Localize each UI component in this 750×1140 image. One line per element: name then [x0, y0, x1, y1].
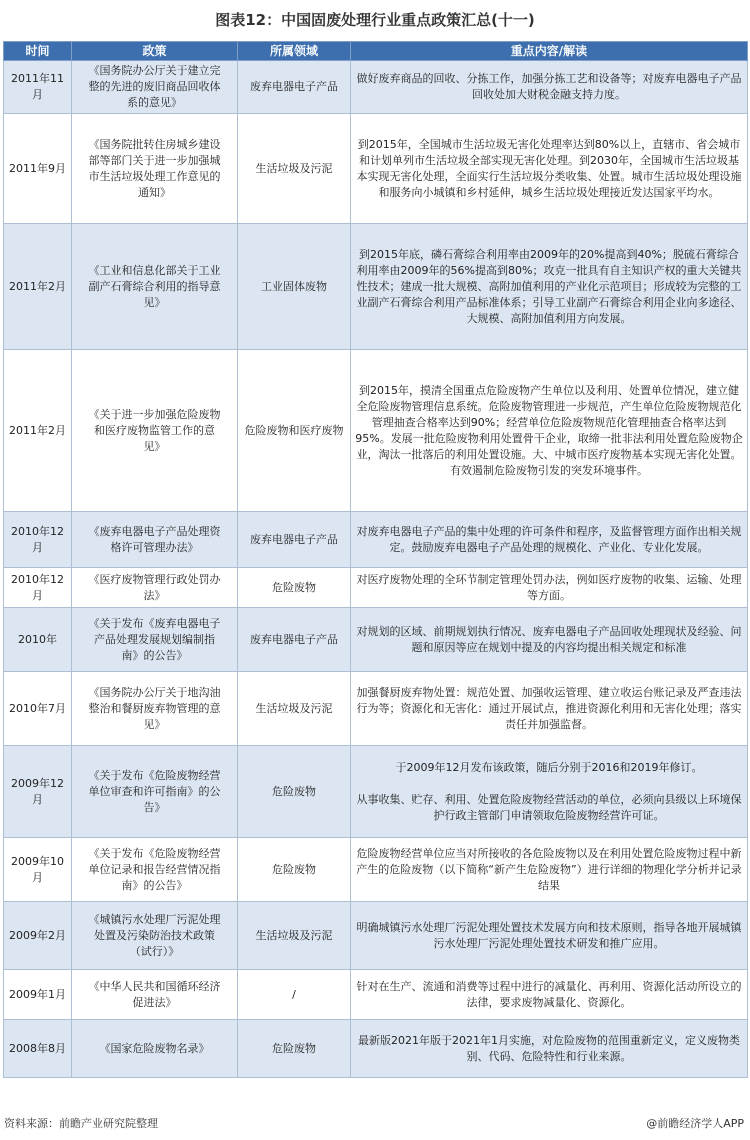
content-paragraph: 最新版2021年版于2021年1月实施，对危险废物的范围重新定义，定义废物类别、代码、危险特性和行业来源。 — [358, 1033, 740, 1063]
content-paragraph: 对规划的区域、前期规划执行情况、废弃电器电子产品回收处理现状及经验、问题和原因等应在规划中提及的内容均提出相关规定和标准 — [356, 624, 742, 654]
cell-time: 2011年2月 — [4, 350, 72, 512]
header-time: 时间 — [4, 42, 72, 61]
cell-content — [351, 1020, 748, 1078]
cell-policy: 《关于进一步加强危险废物和医疗废物监管工作的意见》 — [72, 350, 238, 512]
content-paragraph: 到2015年，摸清全国重点危险废物产生单位以及利用、处置单位情况，建立健全危险废物管理信息系统。危险废物管理进一步规范，产生单位危险废物规范化管理抽查合格率达到90%；经营单位危险废物规范化管理抽查合格率达到95%。发展一批危险废物利用处置骨干企业，取缔一批非法利用处置危险废物企业，淘汰一批落后的利用处置设施。大、中城市医疗废物基本实现无害化处置。有效遏制危险废物引发的突发环境事件。 — [355, 383, 743, 477]
table-row — [4, 61, 748, 114]
cell-content — [351, 114, 748, 224]
table-row — [4, 512, 748, 568]
cell-field: 危险废物 — [238, 746, 351, 838]
content-paragraph: 危险废物经营单位应当对所接收的各危险废物以及在利用处置危险废物过程中新产生的危险废物（以下简称“新产生危险废物”）进行详细的物理化学分析并记录结果 — [356, 846, 742, 892]
cell-time: 2008年8月 — [4, 1020, 72, 1078]
source-note: 资料来源：前瞻产业研究院整理 — [4, 1117, 158, 1130]
table-row — [4, 902, 748, 970]
cell-policy: 《国家危险废物名录》 — [72, 1020, 238, 1078]
cell-content — [351, 61, 748, 114]
cell-field: 生活垃圾及污泥 — [238, 114, 351, 224]
content-paragraph: 到2015年底，磷石膏综合利用率由2009年的20%提高到40%；脱硫石膏综合利用率由2009年的56%提高到80%；攻克一批具有自主知识产权的重大关键共性技术；建成一批大规模、高附加值利用的产业化示范项目；形成较为完整的工业副产石膏综合利用产品标准体系；引导工业副产石膏综合利用企业向多途径、大规模、高附加值利用方向发展。 — [356, 247, 742, 325]
header-content: 重点内容/解读 — [351, 42, 748, 61]
content-paragraph: 做好废弃商品的回收、分拣工作，加强分拣工艺和设备等；对废弃电器电子产品回收处加大财税金融支持力度。 — [356, 72, 742, 101]
cell-content — [351, 672, 748, 746]
table-row — [4, 746, 748, 838]
cell-policy: 《废弃电器电子产品处理资格许可管理办法》 — [72, 512, 238, 568]
cell-content — [351, 224, 748, 350]
cell-time: 2009年1月 — [4, 970, 72, 1020]
table-row — [4, 114, 748, 224]
cell-time: 2009年2月 — [4, 902, 72, 970]
table-row — [4, 838, 748, 902]
table-row — [4, 970, 748, 1020]
paragraph-gap — [355, 776, 743, 792]
table-row — [4, 1020, 748, 1078]
cell-field: 生活垃圾及污泥 — [238, 902, 351, 970]
cell-time: 2011年2月 — [4, 224, 72, 350]
table-row — [4, 350, 748, 512]
cell-policy: 《国务院批转住房城乡建设部等部门关于进一步加强城市生活垃圾处理工作意见的通知》 — [72, 114, 238, 224]
content-paragraph: 对废弃电器电子产品的集中处理的许可条件和程序，及监督管理方面作出相关规定。鼓励废弃电器电子产品处理的规模化、产业化、专业化发展。 — [356, 524, 742, 554]
table-row — [4, 568, 748, 608]
cell-time: 2011年11月 — [4, 61, 72, 114]
cell-policy: 《国务院办公厅关于建立完整的先进的废旧商品回收体系的意见》 — [72, 61, 238, 114]
cell-field: 废弃电器电子产品 — [238, 61, 351, 114]
cell-content — [351, 970, 748, 1020]
cell-policy: 《关于发布《危险废物经营单位记录和报告经营情况指南》的公告》 — [72, 838, 238, 902]
header-field: 所属领域 — [238, 42, 351, 61]
cell-content — [351, 746, 748, 838]
policy-table — [3, 41, 748, 1078]
cell-field: 危险废物 — [238, 568, 351, 608]
brand-credit: @前瞻经济学人APP — [646, 1117, 744, 1130]
cell-policy: 《工业和信息化部关于工业副产石膏综合利用的指导意见》 — [72, 224, 238, 350]
cell-field: 工业固体废物 — [238, 224, 351, 350]
table-body — [4, 61, 748, 1078]
cell-content — [351, 608, 748, 672]
cell-time: 2009年10月 — [4, 838, 72, 902]
cell-time: 2009年12月 — [4, 746, 72, 838]
cell-content — [351, 350, 748, 512]
cell-policy: 《关于发布《废弃电器电子产品处理发展规划编制指南》的公告》 — [72, 608, 238, 672]
cell-content — [351, 512, 748, 568]
content-paragraph: 从事收集、贮存、利用、处置危险废物经营活动的单位，必须向县级以上环境保护行政主管部门申请领取危险废物经营许可证。 — [356, 792, 742, 822]
cell-policy: 《国务院办公厅关于地沟油整治和餐厨废弃物管理的意见》 — [72, 672, 238, 746]
content-paragraph: 到2015年，全国城市生活垃圾无害化处理率达到80%以上，直辖市、省会城市和计划单列市生活垃圾全部实现无害化处理。到2030年，全国城市生活垃圾基本实现无害化处理，全面实行生活垃圾分类收集、处置。城市生活垃圾处理设施和服务向小城镇和乡村延伸，城乡生活垃圾处理接近发达国家平均水。 — [356, 137, 742, 199]
cell-policy: 《中华人民共和国循环经济促进法》 — [72, 970, 238, 1020]
page-title: 图表12：中国固废处理行业重点政策汇总(十一) — [215, 11, 535, 29]
cell-field: / — [238, 970, 351, 1020]
cell-field: 废弃电器电子产品 — [238, 512, 351, 568]
content-paragraph: 针对在生产、流通和消费等过程中进行的减量化、再利用、资源化活动所设立的法律，要求废物减量化、资源化。 — [356, 979, 742, 1009]
table-header-row — [4, 42, 748, 61]
content-paragraph: 对医疗废物处理的全环节制定管理处罚办法，例如医疗废物的收集、运输、处理等方面。 — [356, 572, 742, 602]
cell-time: 2010年12月 — [4, 512, 72, 568]
header-policy: 政策 — [72, 42, 238, 61]
cell-time: 2010年12月 — [4, 568, 72, 608]
cell-content — [351, 568, 748, 608]
table-row — [4, 224, 748, 350]
cell-field: 生活垃圾及污泥 — [238, 672, 351, 746]
cell-policy: 《城镇污水处理厂污泥处理处置及污染防治技术政策（试行）》 — [72, 902, 238, 970]
content-paragraph: 加强餐厨废弃物处置：规范处置、加强收运管理、建立收运台账记录及严查违法行为等；资源化和无害化：通过开展试点，推进资源化利用和无害化处理；落实责任并加强监督。 — [356, 685, 742, 731]
content-paragraph: 于2009年12月发布该政策，随后分别于2016和2019年修订。 — [395, 760, 703, 774]
content-paragraph: 明确城镇污水处理厂污泥处理处置技术发展方向和技术原则，指导各地开展城镇污水处理厂污泥处理处置技术研发和推广应用。 — [356, 920, 742, 950]
cell-time: 2010年 — [4, 608, 72, 672]
cell-time: 2010年7月 — [4, 672, 72, 746]
cell-policy: 《关于发布《危险废物经营单位审查和许可指南》的公告》 — [72, 746, 238, 838]
cell-time: 2011年9月 — [4, 114, 72, 224]
table-row — [4, 672, 748, 746]
table-row — [4, 608, 748, 672]
cell-content — [351, 838, 748, 902]
cell-policy: 《医疗废物管理行政处罚办法》 — [72, 568, 238, 608]
cell-field: 危险废物和医疗废物 — [238, 350, 351, 512]
cell-field: 危险废物 — [238, 1020, 351, 1078]
cell-content — [351, 902, 748, 970]
cell-field: 危险废物 — [238, 838, 351, 902]
cell-field: 废弃电器电子产品 — [238, 608, 351, 672]
